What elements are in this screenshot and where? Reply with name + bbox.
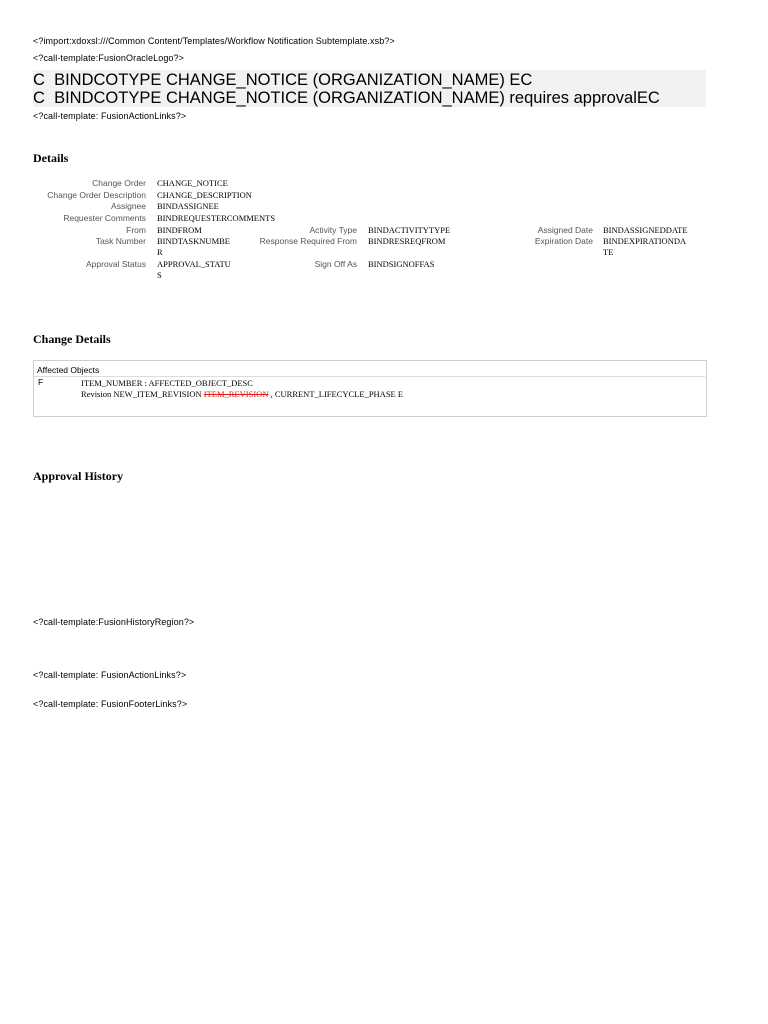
- logo-template-tag: <?call-template:FusionOracleLogo?>: [33, 53, 184, 63]
- revision-old-struck: ITEM_REVISION: [203, 389, 269, 399]
- title-prefix-2: C: [33, 89, 45, 107]
- assigned-date-label: Assigned Date: [537, 225, 593, 235]
- task-number-value: BINDTASKNUMBE: [157, 236, 230, 246]
- approval-status-value-wrap: S: [157, 270, 162, 280]
- from-value: BINDFROM: [157, 225, 202, 235]
- revision-new: Revision NEW_ITEM_REVISION: [81, 389, 202, 399]
- approval-status-label: Approval Status: [85, 259, 146, 269]
- import-tag: <?import:xdoxsl:///Common Content/Templates/Workflow Notification Subtemplate.xsb?>: [33, 36, 395, 46]
- expiration-date-label: Expiration Date: [534, 236, 593, 246]
- affected-objects-header-row: [34, 361, 705, 377]
- lifecycle-phase: , CURRENT_LIFECYCLE_PHASE E: [270, 389, 404, 399]
- requester-comments-value: BINDREQUESTERCOMMENTS: [157, 213, 276, 223]
- sign-off-label: Sign Off As: [314, 259, 357, 269]
- assigned-date-value: BINDASSIGNEDDATE: [603, 225, 688, 235]
- title-text-2: BINDCOTYPE CHANGE_NOTICE (ORGANIZATION_NAME) requires approvalEC: [54, 89, 660, 107]
- affected-objects-header: Affected Objects: [37, 365, 100, 375]
- action-links-tag-bottom: <?call-template: FusionActionLinks?>: [33, 670, 187, 680]
- sign-off-value: BINDSIGNOFFAS: [368, 259, 435, 269]
- expiration-date-value: BINDEXPIRATIONDA: [603, 236, 687, 246]
- title-line-2: [33, 89, 660, 107]
- details-heading: Details: [33, 151, 69, 165]
- response-required-value: BINDRESREQFROM: [368, 236, 446, 246]
- expiration-date-value-wrap: TE: [603, 247, 614, 257]
- task-number-value-wrap: R: [157, 247, 163, 257]
- footer-links-tag: <?call-template: FusionFooterLinks?>: [33, 699, 188, 709]
- assignee-label: Assignee: [111, 201, 146, 211]
- response-required-label: Response Required From: [259, 236, 357, 246]
- activity-type-value: BINDACTIVITYTYPE: [368, 225, 451, 235]
- change-order-label: Change Order: [92, 178, 146, 188]
- approval-history-heading: Approval History: [33, 469, 124, 483]
- approval-status-value: APPROVAL_STATU: [157, 259, 231, 269]
- assignee-value: BINDASSIGNEE: [157, 201, 219, 211]
- title-line-1: [33, 71, 532, 89]
- from-label: From: [126, 225, 146, 235]
- description-value: CHANGE_DESCRIPTION: [157, 190, 252, 200]
- title-prefix-1: C: [33, 71, 45, 89]
- action-links-tag-top: <?call-template: FusionActionLinks?>: [33, 111, 187, 121]
- affected-row-revision: [81, 389, 403, 399]
- title-text-1: BINDCOTYPE CHANGE_NOTICE (ORGANIZATION_NAME) EC: [54, 71, 533, 89]
- task-number-label: Task Number: [95, 236, 146, 246]
- change-order-value: CHANGE_NOTICE: [157, 178, 228, 188]
- activity-type-label: Activity Type: [309, 225, 357, 235]
- affected-row-item: ITEM_NUMBER : AFFECTED_OBJECT_DESC: [81, 378, 253, 388]
- history-region-tag: <?call-template:FusionHistoryRegion?>: [33, 617, 195, 627]
- requester-comments-label: Requester Comments: [63, 213, 146, 223]
- description-label: Change Order Description: [47, 190, 146, 200]
- change-details-heading: Change Details: [33, 332, 111, 346]
- affected-row-flag: F: [38, 377, 44, 387]
